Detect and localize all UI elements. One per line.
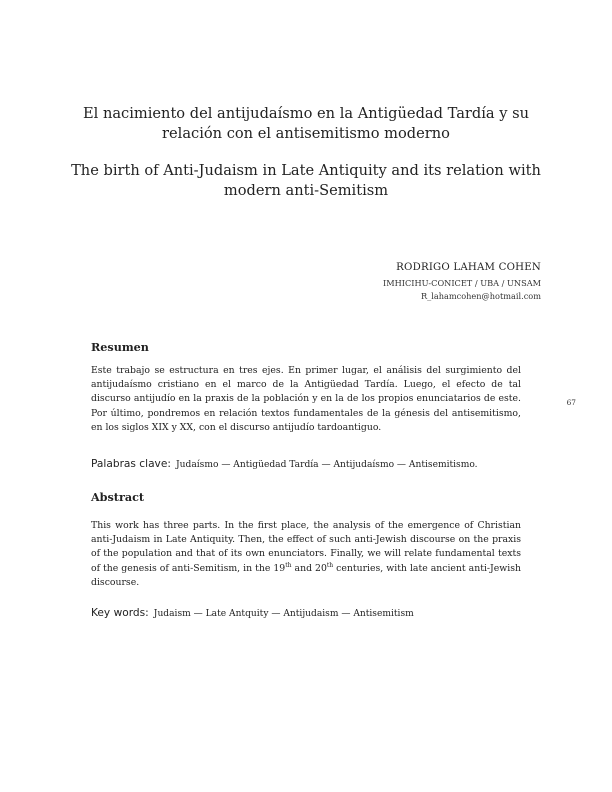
abstract-heading: Abstract bbox=[91, 490, 145, 504]
page-number: 67 bbox=[566, 398, 576, 407]
key-words-label: Key words: bbox=[91, 607, 149, 619]
author-name: RODRIGO LAHAM COHEN bbox=[396, 262, 541, 273]
title-spanish-line-1: El nacimiento del antijudaísmo en la Antigüedad Tardía y su bbox=[83, 105, 529, 122]
resumen-heading: Resumen bbox=[91, 340, 149, 354]
palabras-clave-list: Judaísmo — Antigüedad Tardía — Antijudaísmo — Antisemitismo. bbox=[176, 460, 478, 470]
key-words-list: Judaism — Late Antquity — Antijudaism — Antisemitism bbox=[153, 609, 414, 619]
resumen-body: Este trabajo se estructura en tres ejes. En primer lugar, el análisis del surgimiento del antijudaísmo cristiano en el marco de la Antigüedad Tardía. Luego, el efecto de tal discurso antijudío en la praxis de la población y en la de los propios enunciatarios de este. Por último, pondremos en relación textos fundamentales de la génesis del antisemitismo, en los siglos XIX y XX, con el discurso antijudío tardoantiguo. bbox=[91, 365, 521, 433]
abstract-superscript-1: th bbox=[285, 561, 292, 569]
author-affiliation: IMHICIHU-CONICET / UBA / UNSAM bbox=[383, 278, 541, 288]
abstract-body-part-2: and 20 bbox=[291, 562, 327, 574]
author-email: R_lahamcohen@hotmail.com bbox=[420, 291, 541, 301]
title-english-line-1: The birth of Anti-Judaism in Late Antiquity and its relation with bbox=[71, 162, 541, 179]
palabras-clave-label: Palabras clave: bbox=[91, 458, 171, 470]
title-english-line-2: modern anti-Semitism bbox=[223, 182, 389, 199]
title-english bbox=[60, 161, 552, 201]
palabras-clave bbox=[91, 452, 531, 471]
abstract-body-part-1: This work has three parts. In the first place, the analysis of the emergence of Christian anti-Judaism in Late Antiquity. Then, the effect of such anti-Jewish discourse on the praxis of the population and that of its own enunciators. Finally, we will relate fundamental texts of the genesis of anti-Semitism, in the 19 bbox=[91, 520, 521, 574]
abstract-superscript-2: th bbox=[326, 561, 334, 569]
abstract-body bbox=[91, 519, 521, 590]
abstract-body-part-3: centuries, with late ancient anti-Jewish discourse. bbox=[91, 562, 521, 588]
title-spanish-line-2: relación con el antisemitismo moderno bbox=[162, 125, 450, 142]
title-spanish bbox=[60, 104, 552, 144]
key-words bbox=[91, 601, 531, 620]
author-block bbox=[383, 260, 541, 303]
